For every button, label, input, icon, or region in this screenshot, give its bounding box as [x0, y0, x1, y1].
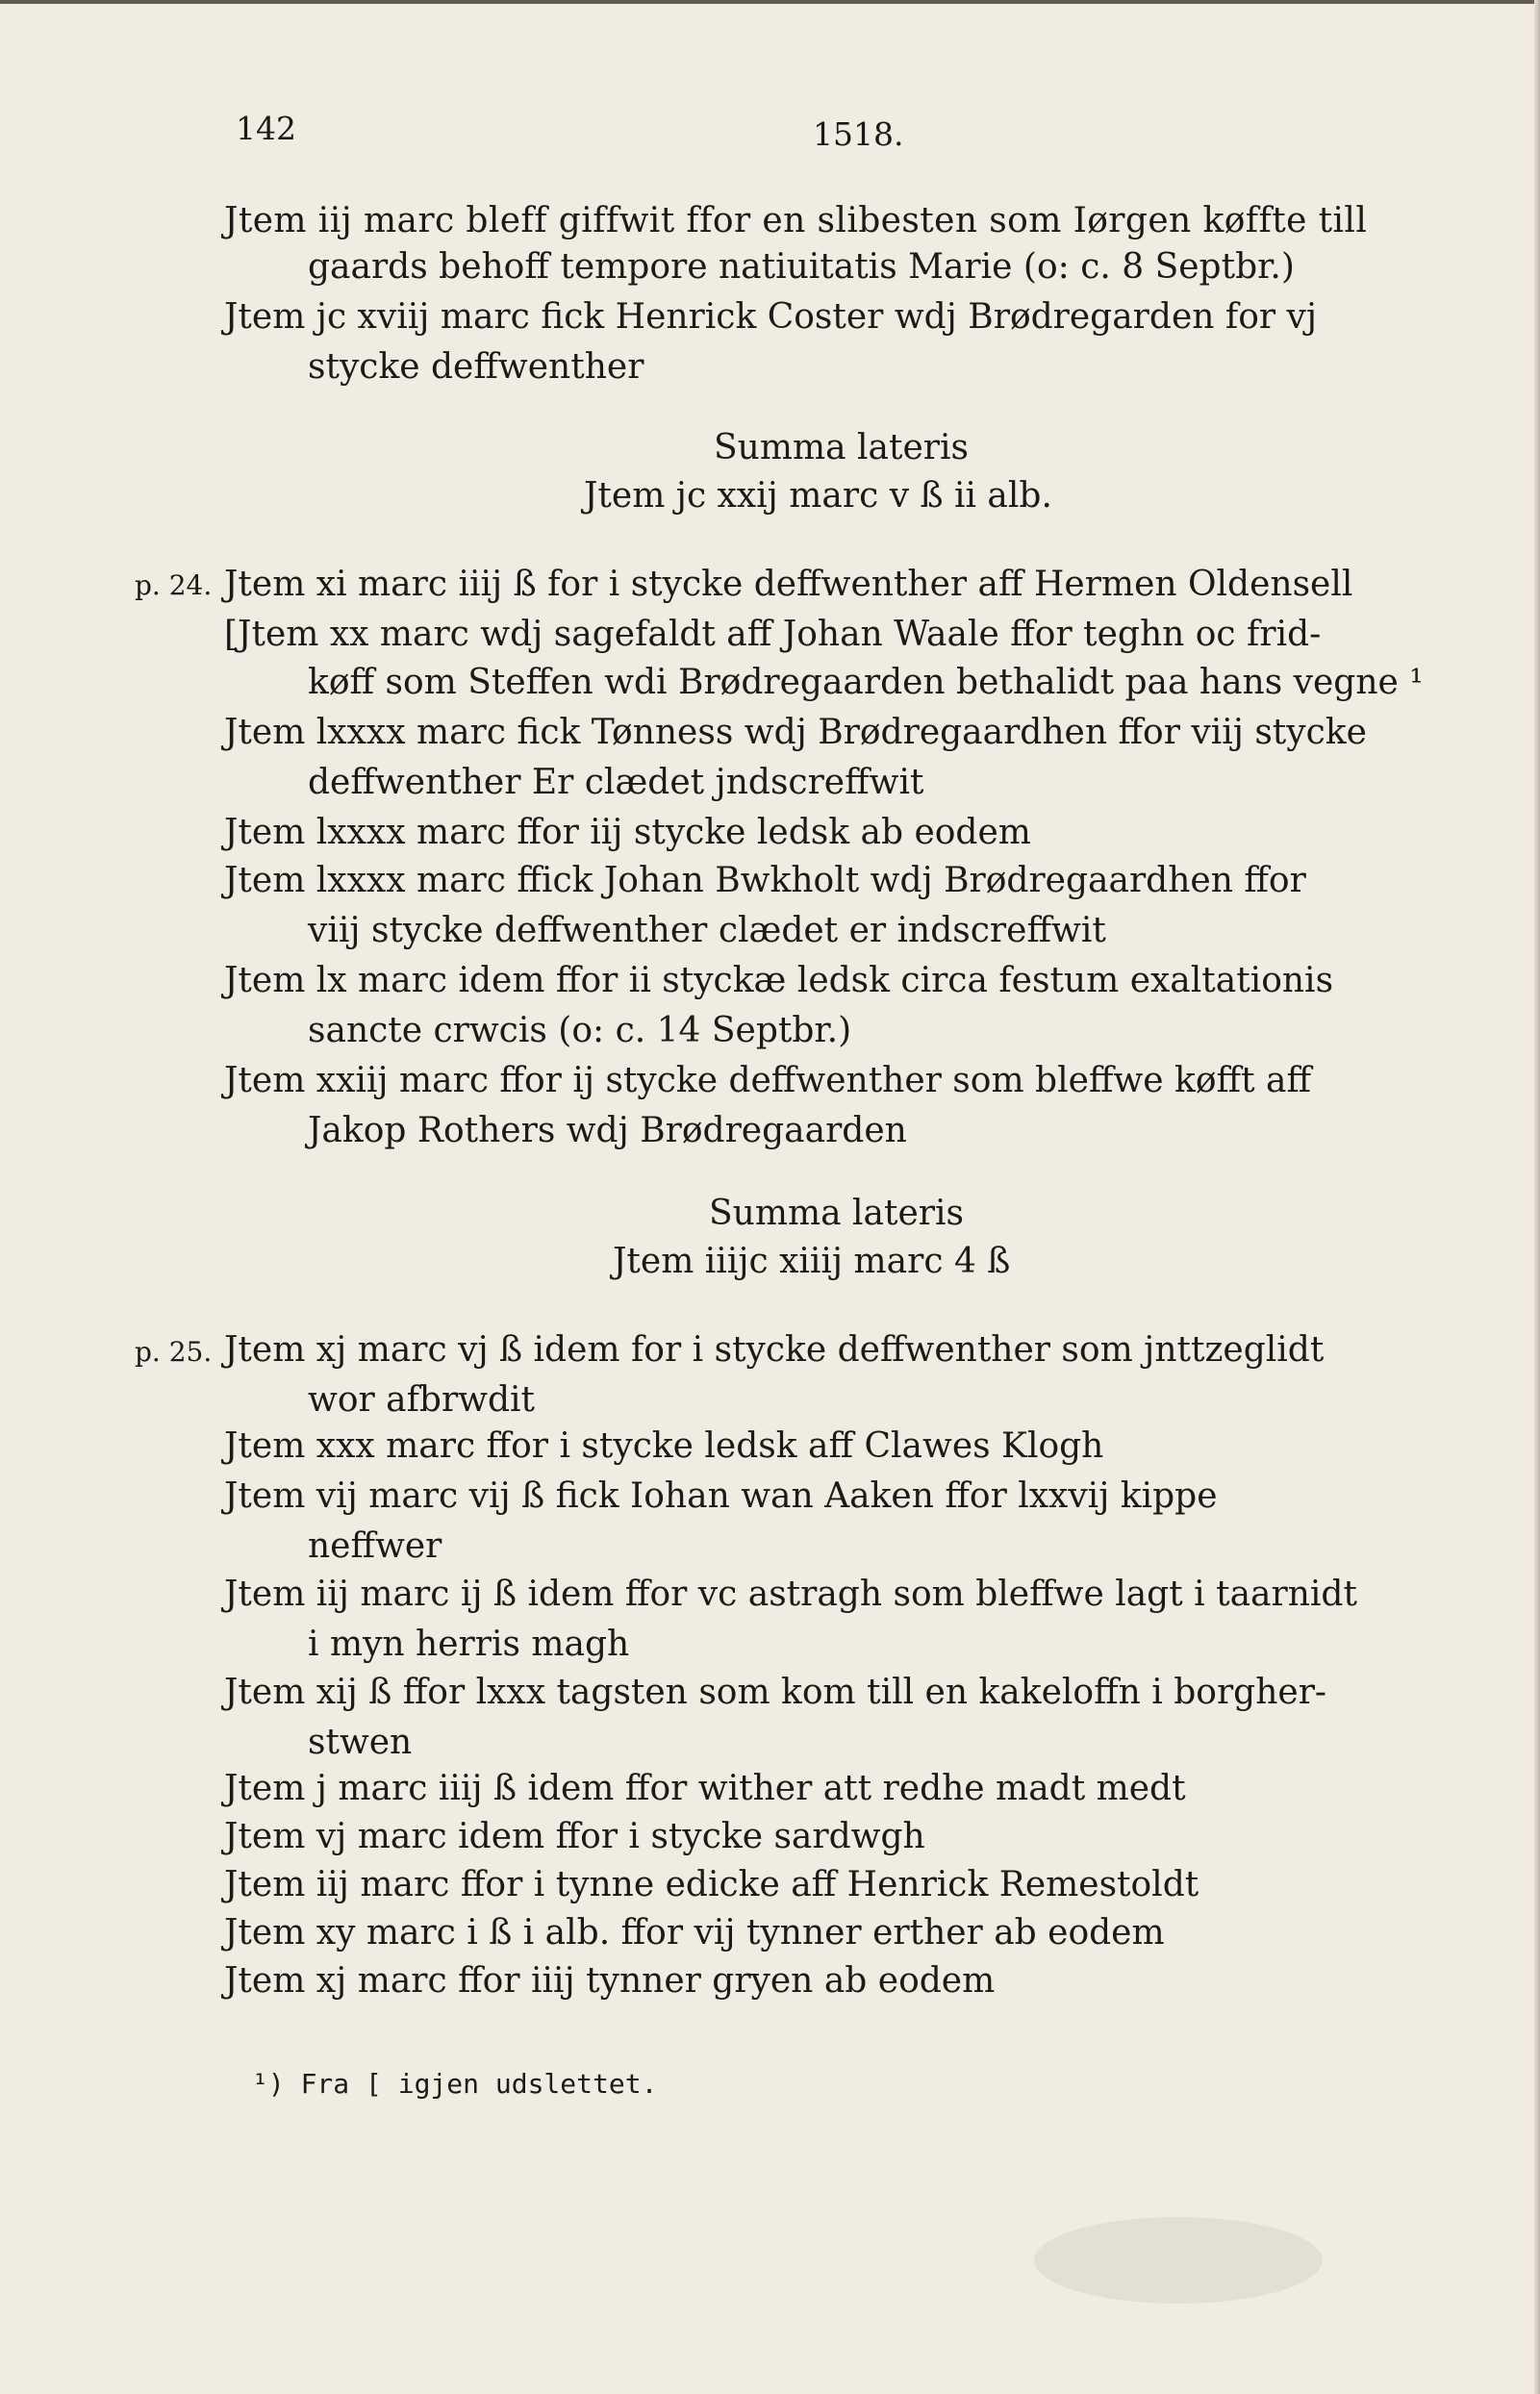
text-line: [Jtem xx marc wdj sagefaldt aff Johan Waale ffor teghn oc frid- — [224, 615, 1322, 654]
text-line: stwen — [308, 1723, 413, 1762]
text-line: Jtem lxxxx marc ffor iij stycke ledsk ab eodem — [224, 813, 1031, 852]
text-line: Jtem xj marc vj ß idem for i stycke deffwenther som jnttzeglidt — [224, 1330, 1325, 1370]
text-line: Jakop Rothers wdj Brødregaarden — [308, 1111, 907, 1150]
margin-ref-p24: p. 24. — [135, 569, 213, 601]
text-line: Jtem xj marc ffor iiij tynner gryen ab eodem — [224, 1961, 996, 2001]
text-line: Jtem iij marc bleff giffwit ffor en slibesten som Iørgen køffte till — [224, 201, 1368, 240]
margin-ref-p25: p. 25. — [135, 1336, 213, 1368]
text-line: viij stycke deffwenther clædet er indscreffwit — [308, 911, 1106, 950]
text-line: Jtem vj marc idem ffor i stycke sardwgh — [224, 1817, 925, 1856]
text-line: Jtem iij marc ij ß idem ffor vc astragh som bleffwe lagt i taarnidt — [224, 1575, 1357, 1614]
text-line: Jtem iij marc ffor i tynne edicke aff Henrick Remestoldt — [224, 1865, 1199, 1904]
text-line: Jtem xxx marc ffor i stycke ledsk aff Clawes Klogh — [224, 1426, 1104, 1466]
text-line: Jtem xxiij marc ffor ij stycke deffwenther som bleffwe køfft aff — [224, 1061, 1312, 1100]
scan-top-border — [0, 0, 1540, 4]
text-line: stycke deffwenther — [308, 347, 644, 387]
summa-lateris-heading: Summa lateris — [709, 1194, 964, 1233]
text-line: neffwer — [308, 1526, 442, 1566]
text-line: wor afbrwdit — [308, 1380, 536, 1420]
text-line: Jtem xy marc i ß i alb. ffor vij tynner erther ab eodem — [224, 1913, 1165, 1953]
footnote: ¹) Fra [ igjen udslettet. — [252, 2068, 658, 2100]
summa-lateris-total: Jtem jc xxij marc v ß ii alb. — [584, 476, 1052, 516]
text-line: Jtem lx marc idem ffor ii styckæ ledsk circa festum exaltationis — [224, 961, 1334, 1000]
text-line: Jtem lxxxx marc fick Tønness wdj Brødregaardhen ffor viij stycke — [224, 713, 1367, 752]
text-line: Jtem xi marc iiij ß for i stycke deffwenther aff Hermen Oldensell — [224, 565, 1353, 604]
text-line: Jtem j marc iiij ß idem ffor wither att redhe madt medt — [224, 1769, 1186, 1808]
page-number: 142 — [236, 110, 296, 147]
text-line: sancte crwcis (o: c. 14 Septbr.) — [308, 1011, 852, 1050]
text-line: gaards behoff tempore natiuitatis Marie (o: c. 8 Septbr.) — [308, 247, 1295, 287]
text-line: Jtem lxxxx marc ffick Johan Bwkholt wdj Brødregaardhen ffor — [224, 861, 1306, 900]
text-line: køff som Steffen wdi Brødregaarden bethalidt paa hans vegne ¹ — [308, 663, 1424, 702]
text-line: i myn herris magh — [308, 1625, 630, 1664]
text-line: Jtem vij marc vij ß fick Iohan wan Aaken ffor lxxvij kippe — [224, 1476, 1218, 1516]
page-edge — [1534, 0, 1540, 2394]
text-line: deffwenther Er clædet jndscreffwit — [308, 763, 924, 802]
summa-lateris-heading: Summa lateris — [714, 428, 969, 467]
text-line: Jtem jc xviij marc fick Henrick Coster wdj Brødregarden for vj — [224, 297, 1318, 337]
running-head-year: 1518. — [813, 115, 904, 153]
paper-stain — [1034, 2217, 1323, 2304]
text-line: Jtem xij ß ffor lxxx tagsten som kom till en kakeloffn i borgher- — [224, 1673, 1327, 1712]
summa-lateris-total: Jtem iiijc xiiij marc 4 ß — [613, 1242, 1011, 1281]
